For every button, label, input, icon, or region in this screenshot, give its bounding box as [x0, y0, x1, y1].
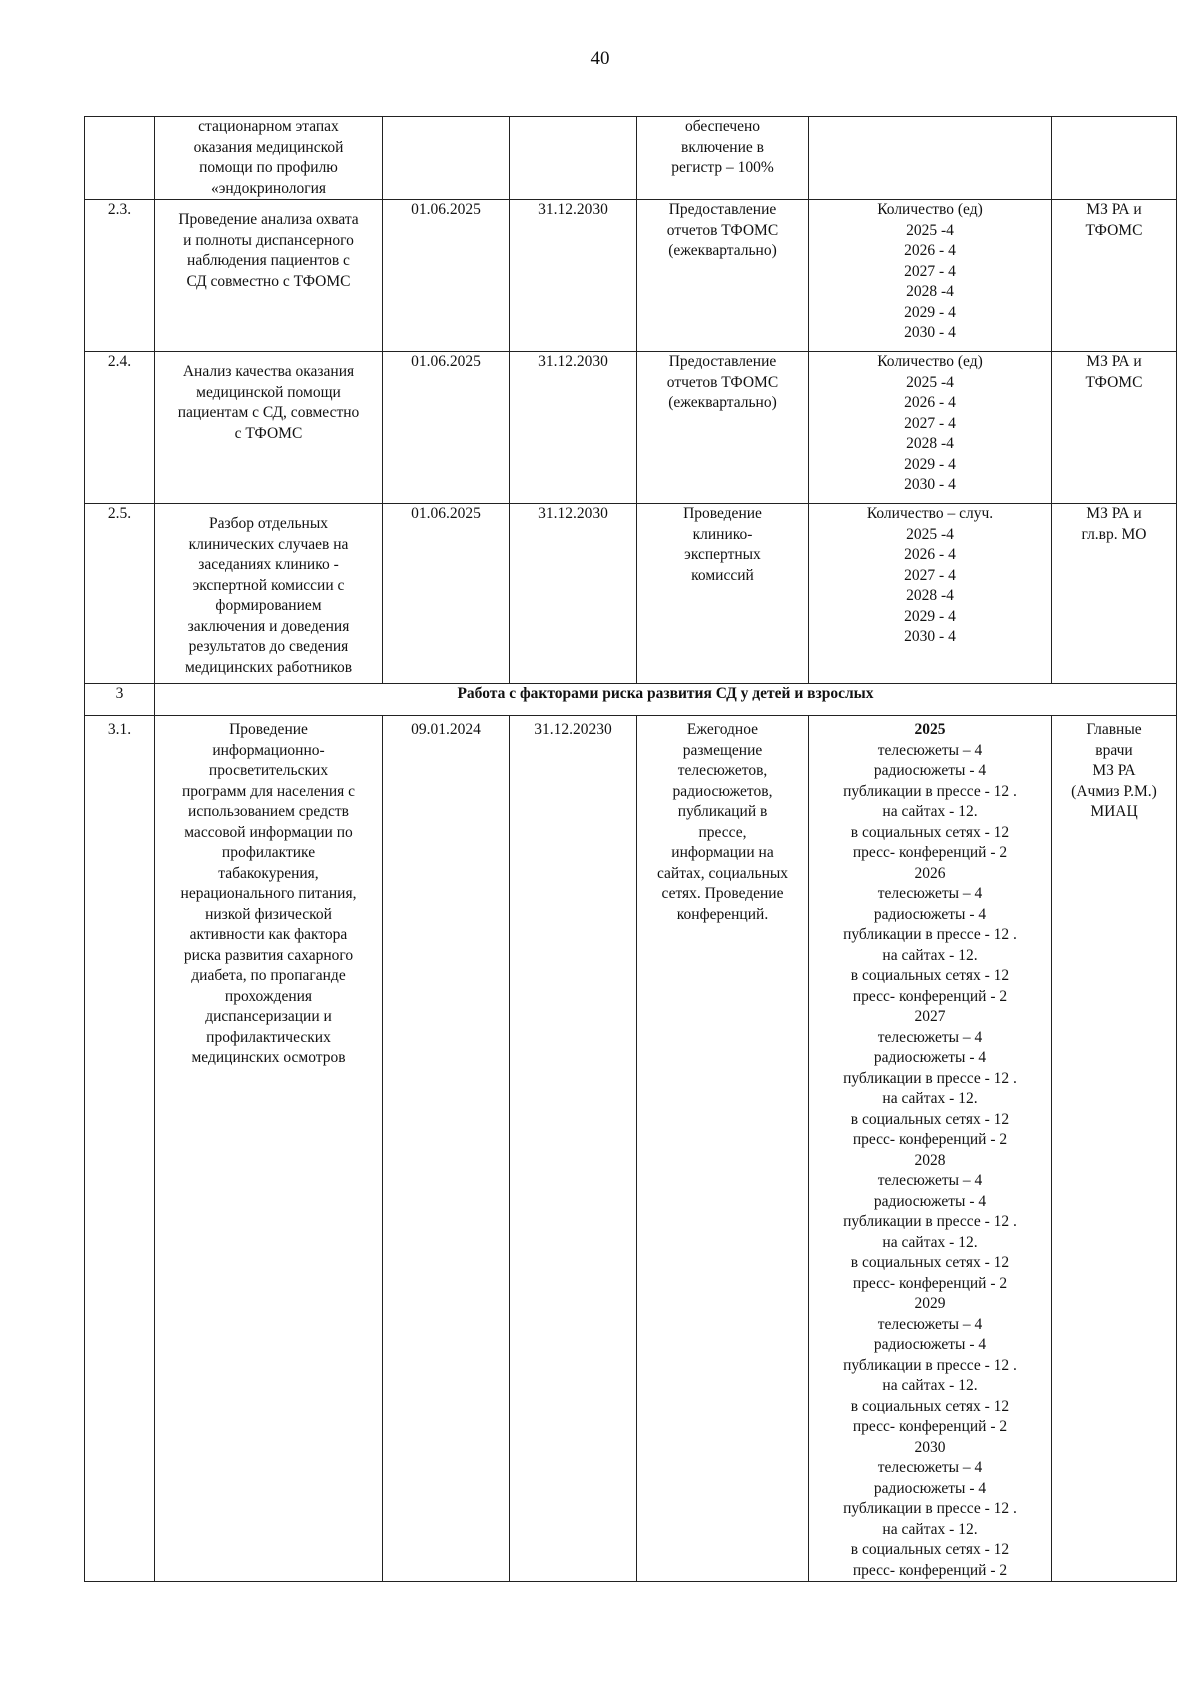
row-number: 3.1. [85, 716, 155, 1582]
start-date: 09.01.2024 [383, 716, 510, 1582]
indicator [809, 117, 1052, 200]
activity-name [155, 352, 383, 504]
action-plan-table [84, 116, 1177, 1582]
indicator-values: телесюжеты – 4 радиосюжеты - 4 публикации в прессе - 12 . на сайтах - 12. в социальных сетях - 12 пресс- конференций - 2 2026 телесюжеты – 4 радиосюжеты - 4 публикации в прессе - 12 . на сайтах - 12. в социальных сетях - 12 пресс- конференций - 2 2027 телесюжеты – 4 радиосюжеты - 4 публикации в прессе - 12 . на сайтах - 12. в социальных сетях - 12 пресс- конференций - 2 2028 телесюжеты – 4 радиосюжеты - 4 публикации в прессе - 12 . на сайтах - 12. в социальных сетях - 12 пресс- конференций - 2 2029 телесюжеты – 4 радиосюжеты - 4 публикации в прессе - 12 . на сайтах - 12. в социальных сетях - 12 пресс- конференций - 2 2030 телесюжеты – 4 радиосюжеты - 4 публикации в прессе - 12 . на сайтах - 12. в социальных сетях - 12 пресс- конференций - 2 [843, 741, 1017, 1579]
end-date: 31.12.2030 [510, 200, 637, 352]
row-number: 2.5. [85, 504, 155, 684]
expected-result: Проведение клинико- экспертных комиссий [637, 504, 809, 684]
activity-name-text: Проведение анализа охвата и полноты диспансерного наблюдения пациентов с СД совместно с ТФОМС [178, 211, 359, 290]
indicator: Количество (ед) 2025 -4 2026 - 4 2027 - 4 2028 -4 2029 - 4 2030 - 4 [809, 352, 1052, 504]
row-number: 2.3. [85, 200, 155, 352]
end-date: 31.12.2030 [510, 504, 637, 684]
section-number: 3 [85, 684, 155, 716]
expected-result: Ежегодное размещение телесюжетов, радиосюжетов, публикаций в прессе, информации на сайтах, социальных сетях. Проведение конференций. [637, 716, 809, 1582]
indicator: Количество – случ. 2025 -4 2026 - 4 2027 - 4 2028 -4 2029 - 4 2030 - 4 [809, 504, 1052, 684]
row-number [85, 117, 155, 200]
activity-name [155, 200, 383, 352]
responsible: МЗ РА и ТФОМС [1052, 352, 1177, 504]
indicator-year-2025: 2025 [914, 721, 946, 738]
start-date: 01.06.2025 [383, 504, 510, 684]
expected-result: Предоставление отчетов ТФОМС (ежеквартально) [637, 200, 809, 352]
page-number: 40 [590, 48, 610, 69]
responsible: МЗ РА и ТФОМС [1052, 200, 1177, 352]
activity-name-text: Анализ качества оказания медицинской помощи пациентам с СД, совместно с ТФОМС [177, 363, 360, 442]
table-row [85, 352, 1177, 504]
expected-result: обеспечено включение в регистр – 100% [637, 117, 809, 200]
section-row [85, 684, 1177, 716]
activity-name-text: Разбор отдельных клинических случаев на заседаниях клинико - экспертной комиссии с формированием заключения и доведения результатов до сведения медицинских работников [184, 515, 353, 676]
indicator: Количество (ед) 2025 -4 2026 - 4 2027 - 4 2028 -4 2029 - 4 2030 - 4 [809, 200, 1052, 352]
table-row [85, 716, 1177, 1582]
activity-name: стационарном этапах оказания медицинской помощи по профилю «эндокринология [155, 117, 383, 200]
responsible: МЗ РА и гл.вр. МО [1052, 504, 1177, 684]
end-date: 31.12.2030 [510, 352, 637, 504]
end-date [510, 117, 637, 200]
responsible [1052, 117, 1177, 200]
row-number: 2.4. [85, 352, 155, 504]
table-row [85, 200, 1177, 352]
start-date: 01.06.2025 [383, 200, 510, 352]
table-row [85, 504, 1177, 684]
activity-name: Проведение информационно- просветительских программ для населения с использованием средств массовой информации по профилактике табакокурения, нерационального питания, низкой физической активности как фактора риска развития сахарного диабета, по пропаганде прохождения диспансеризации и профилактических медицинских осмотров [155, 716, 383, 1582]
responsible: Главные врачи МЗ РА (Ачмиз Р.М.) МИАЦ [1052, 716, 1177, 1582]
start-date: 01.06.2025 [383, 352, 510, 504]
end-date: 31.12.20230 [510, 716, 637, 1582]
table-row [85, 117, 1177, 200]
section-title: Работа с факторами риска развития СД у детей и взрослых [155, 684, 1177, 716]
indicator [809, 716, 1052, 1582]
activity-name [155, 504, 383, 684]
start-date [383, 117, 510, 200]
expected-result: Предоставление отчетов ТФОМС (ежеквартально) [637, 352, 809, 504]
